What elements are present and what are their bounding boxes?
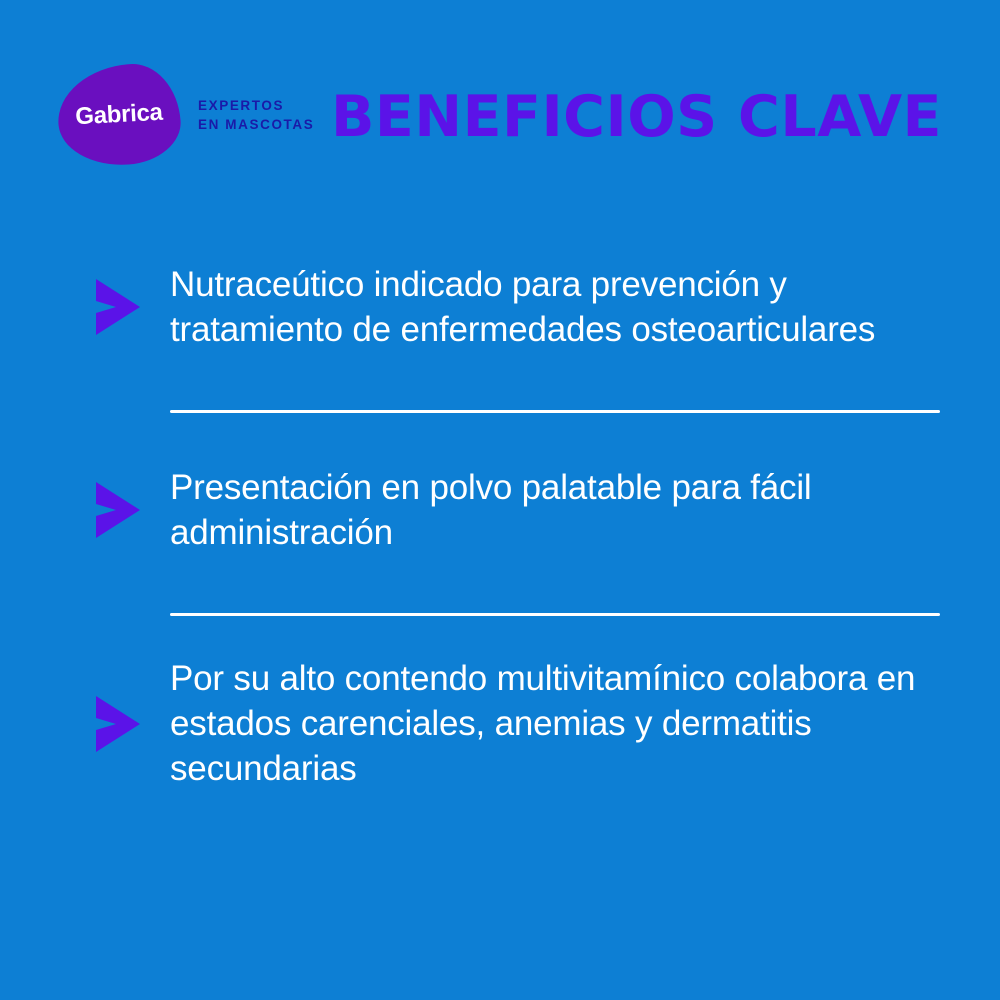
chevron-right-icon <box>92 692 148 756</box>
header <box>58 62 942 172</box>
page-title: BENEFICIOS CLAVE <box>330 84 942 150</box>
chevron-right-icon <box>92 275 148 339</box>
list-item-text: Presentación en polvo palatable para fácil administración <box>170 468 812 552</box>
benefits-list <box>92 262 948 791</box>
brand-tagline-line2: EN MASCOTAS <box>198 117 315 132</box>
list-item <box>92 465 948 555</box>
list-item-text: Por su alto contendo multivitamínico colabora en estados carenciales, anemias y dermatitis secundarias <box>170 659 916 788</box>
list-item <box>92 262 948 352</box>
gabrica-logo <box>58 65 186 169</box>
brand-tagline-line1: EXPERTOS <box>198 98 285 113</box>
list-item <box>92 656 948 791</box>
chevron-right-icon <box>92 478 148 542</box>
brand-tagline <box>198 96 314 138</box>
logo-wordmark: Gabrica <box>74 98 164 131</box>
list-item-text: Nutraceútico indicado para prevención y tratamiento de enfermedades osteoarticulares <box>170 265 876 349</box>
